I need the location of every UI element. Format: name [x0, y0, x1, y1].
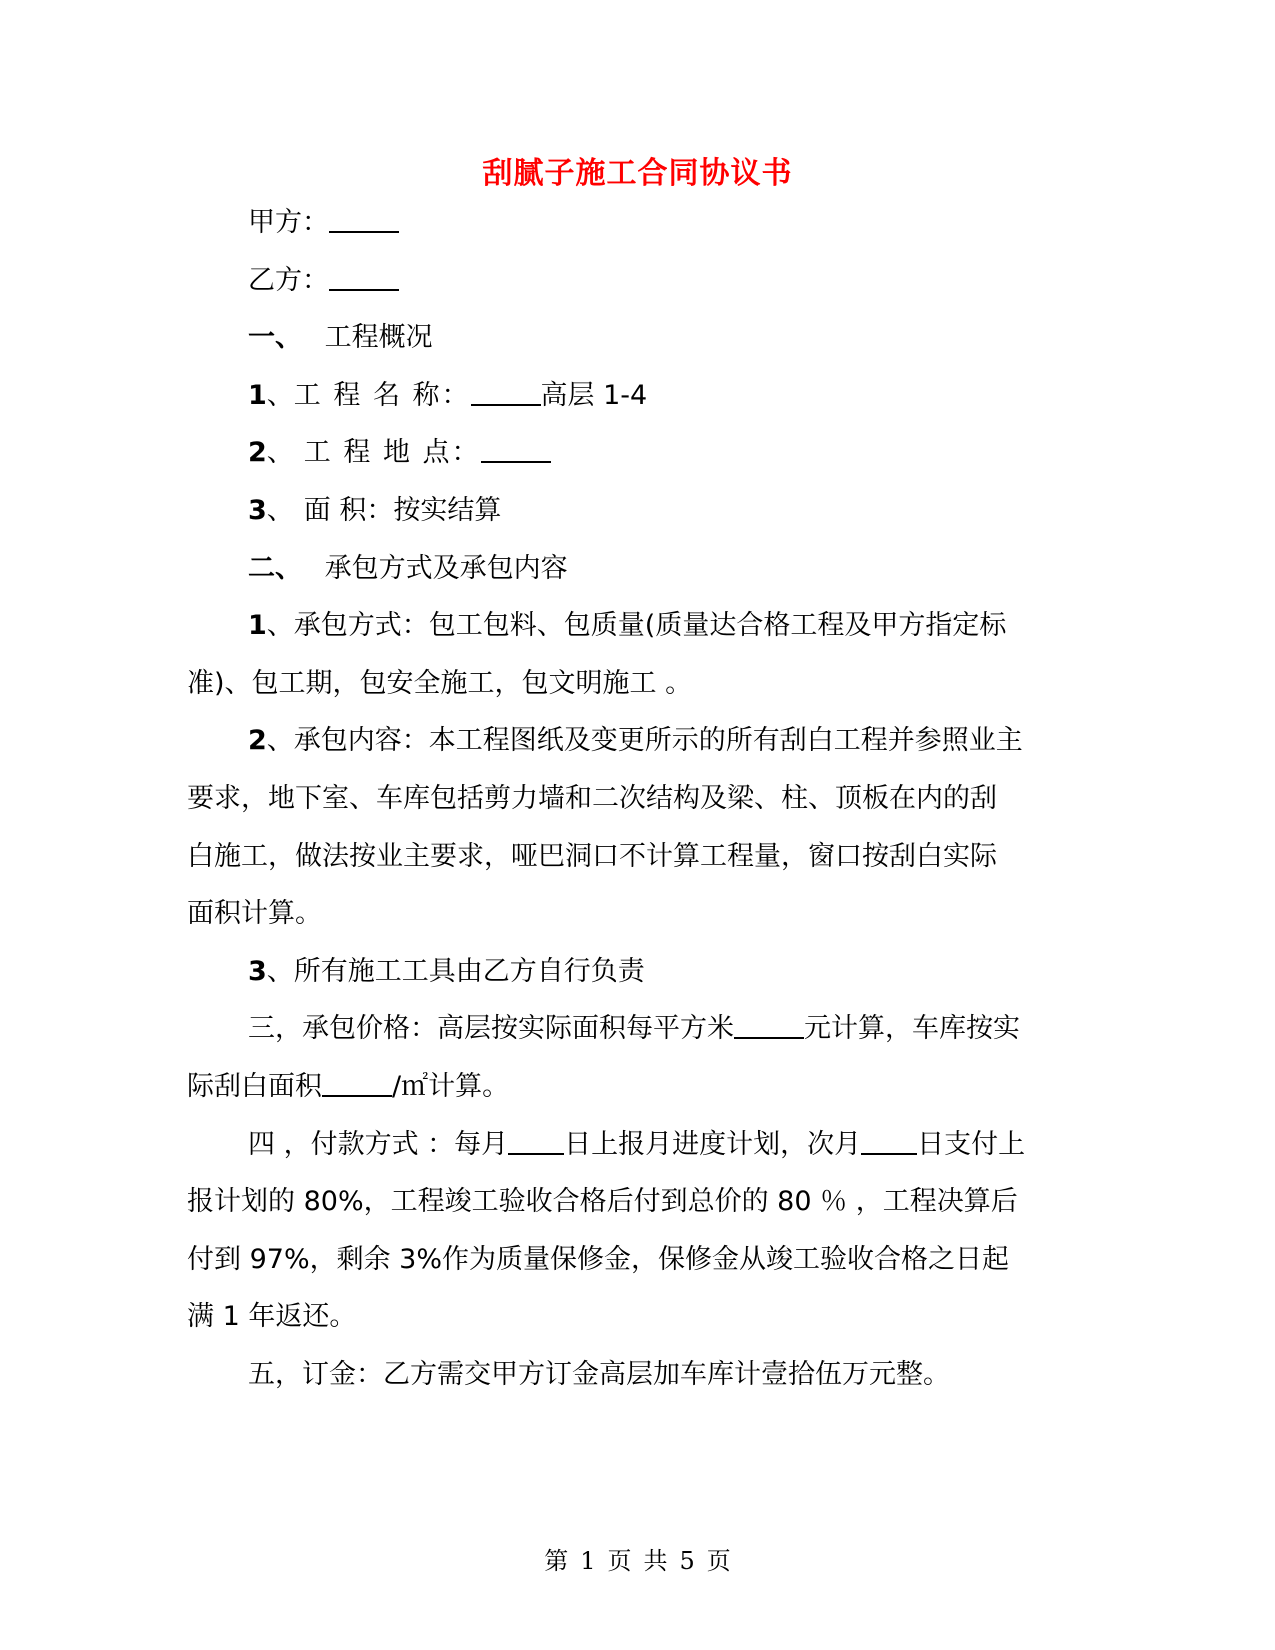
pay-day-blank	[861, 1125, 917, 1155]
payment-text-e: 付到 97%，剩余 3%作为质量保修金，保修金从竣工验收合格之日起	[187, 1243, 1010, 1275]
section-2-heading	[187, 540, 1092, 598]
payment-line	[187, 1231, 1092, 1289]
payment-line	[187, 1173, 1092, 1231]
area-value: 按实结算	[393, 494, 502, 526]
item-project-location	[187, 424, 1092, 482]
deposit-paragraph	[187, 1346, 1092, 1404]
garage-price-blank	[322, 1067, 392, 1097]
payment-text-b: 日上报月进度计划，次月	[564, 1128, 862, 1160]
item-number: 1	[248, 610, 267, 642]
area-label: 面 积：	[303, 494, 394, 526]
price-per-sqm-blank	[734, 1009, 804, 1039]
item-number: 3	[248, 955, 267, 987]
contract-method-paragraph	[187, 597, 1092, 655]
party-b-line	[187, 252, 1092, 310]
party-b-blank	[329, 261, 399, 291]
project-name-label: 工 程 名 称：	[293, 379, 471, 411]
footer-total-word: 共	[643, 1547, 668, 1575]
contract-content-paragraph	[187, 712, 1092, 770]
deposit-text: 五，订金：乙方需交甲方订金高层加车库计壹拾伍万元整。	[248, 1358, 950, 1390]
project-location-blank	[481, 433, 551, 463]
project-name-blank	[471, 376, 541, 406]
footer-suffix: 页	[706, 1547, 731, 1575]
footer-page-word: 页	[607, 1547, 632, 1575]
item-separator: 、	[266, 379, 294, 411]
contract-content-line-3: 白施工，做法按业主要求，哑巴洞口不计算工程量，窗口按刮白实际	[187, 840, 997, 872]
price-paragraph	[187, 1000, 1092, 1058]
contract-content-line	[187, 885, 1092, 943]
contract-content-line-2: 要求，地下室、车库包括剪力墙和二次结构及梁、柱、顶板在内的刮	[187, 782, 997, 814]
price-text-c: 际刮白面积	[187, 1070, 322, 1102]
contract-content-line	[187, 770, 1092, 828]
party-a-label: 甲方：	[248, 207, 329, 238]
price-text-a: 三，承包价格：高层按实际面积每平方米	[248, 1013, 734, 1045]
footer-prefix: 第	[544, 1547, 569, 1575]
price-text-d: /㎡计算。	[392, 1070, 510, 1102]
total-pages-number: 5	[679, 1547, 695, 1575]
section-2-number: 二、	[248, 552, 302, 584]
payment-text-c: 日支付上	[917, 1128, 1026, 1160]
contract-method-line-2: 准)、包工期，包安全施工，包文明施工 。	[187, 667, 693, 699]
contract-content-line-4: 面积计算。	[187, 898, 322, 930]
section-1-heading	[187, 309, 1092, 367]
current-page-number: 1	[580, 1547, 596, 1575]
section-2-title: 承包方式及承包内容	[324, 552, 568, 584]
project-location-label: 工 程 地 点：	[303, 437, 481, 469]
payment-text-a: 四 ，付款方式 ：每月	[248, 1128, 509, 1160]
item-number: 1	[248, 379, 267, 411]
document-title: 刮腻子施工合同协议书	[482, 156, 793, 191]
payment-paragraph	[187, 1116, 1092, 1174]
party-a-blank	[329, 203, 399, 233]
payment-line	[187, 1288, 1092, 1346]
contract-content-line-1: 、承包内容：本工程图纸及变更所示的所有刮白工程并参照业主	[266, 725, 1023, 757]
contract-content-line	[187, 828, 1092, 886]
item-number: 2	[248, 725, 267, 757]
report-day-blank	[508, 1125, 564, 1155]
section-1-number: 一、	[248, 322, 302, 354]
party-a-line	[187, 194, 1092, 252]
page-footer	[0, 1541, 1275, 1576]
price-text-b: 元计算，车库按实	[804, 1013, 1020, 1045]
item-number: 3	[248, 494, 267, 526]
price-continuation	[187, 1058, 1092, 1116]
contract-method-continuation	[187, 655, 1092, 713]
document-body	[187, 194, 1092, 1403]
contract-method-line-1: 、承包方式：包工包料、包质量(质量达合格工程及甲方指定标	[266, 610, 1007, 642]
item-area	[187, 482, 1092, 540]
item-project-name	[187, 367, 1092, 425]
item-separator: 、	[266, 437, 294, 469]
project-name-value: 高层 1-4	[540, 379, 648, 411]
section-1-title: 工程概况	[324, 322, 433, 354]
payment-text-d: 报计划的 80%，工程竣工验收合格后付到总价的 80 ％ ，工程决算后	[187, 1186, 1018, 1218]
tools-paragraph	[187, 943, 1092, 1001]
item-separator: 、	[266, 494, 294, 526]
tools-text: 、所有施工工具由乙方自行负责	[266, 955, 645, 987]
party-b-label: 乙方：	[248, 264, 329, 296]
payment-text-f: 满 1 年返还。	[187, 1301, 357, 1333]
item-number: 2	[248, 437, 267, 469]
